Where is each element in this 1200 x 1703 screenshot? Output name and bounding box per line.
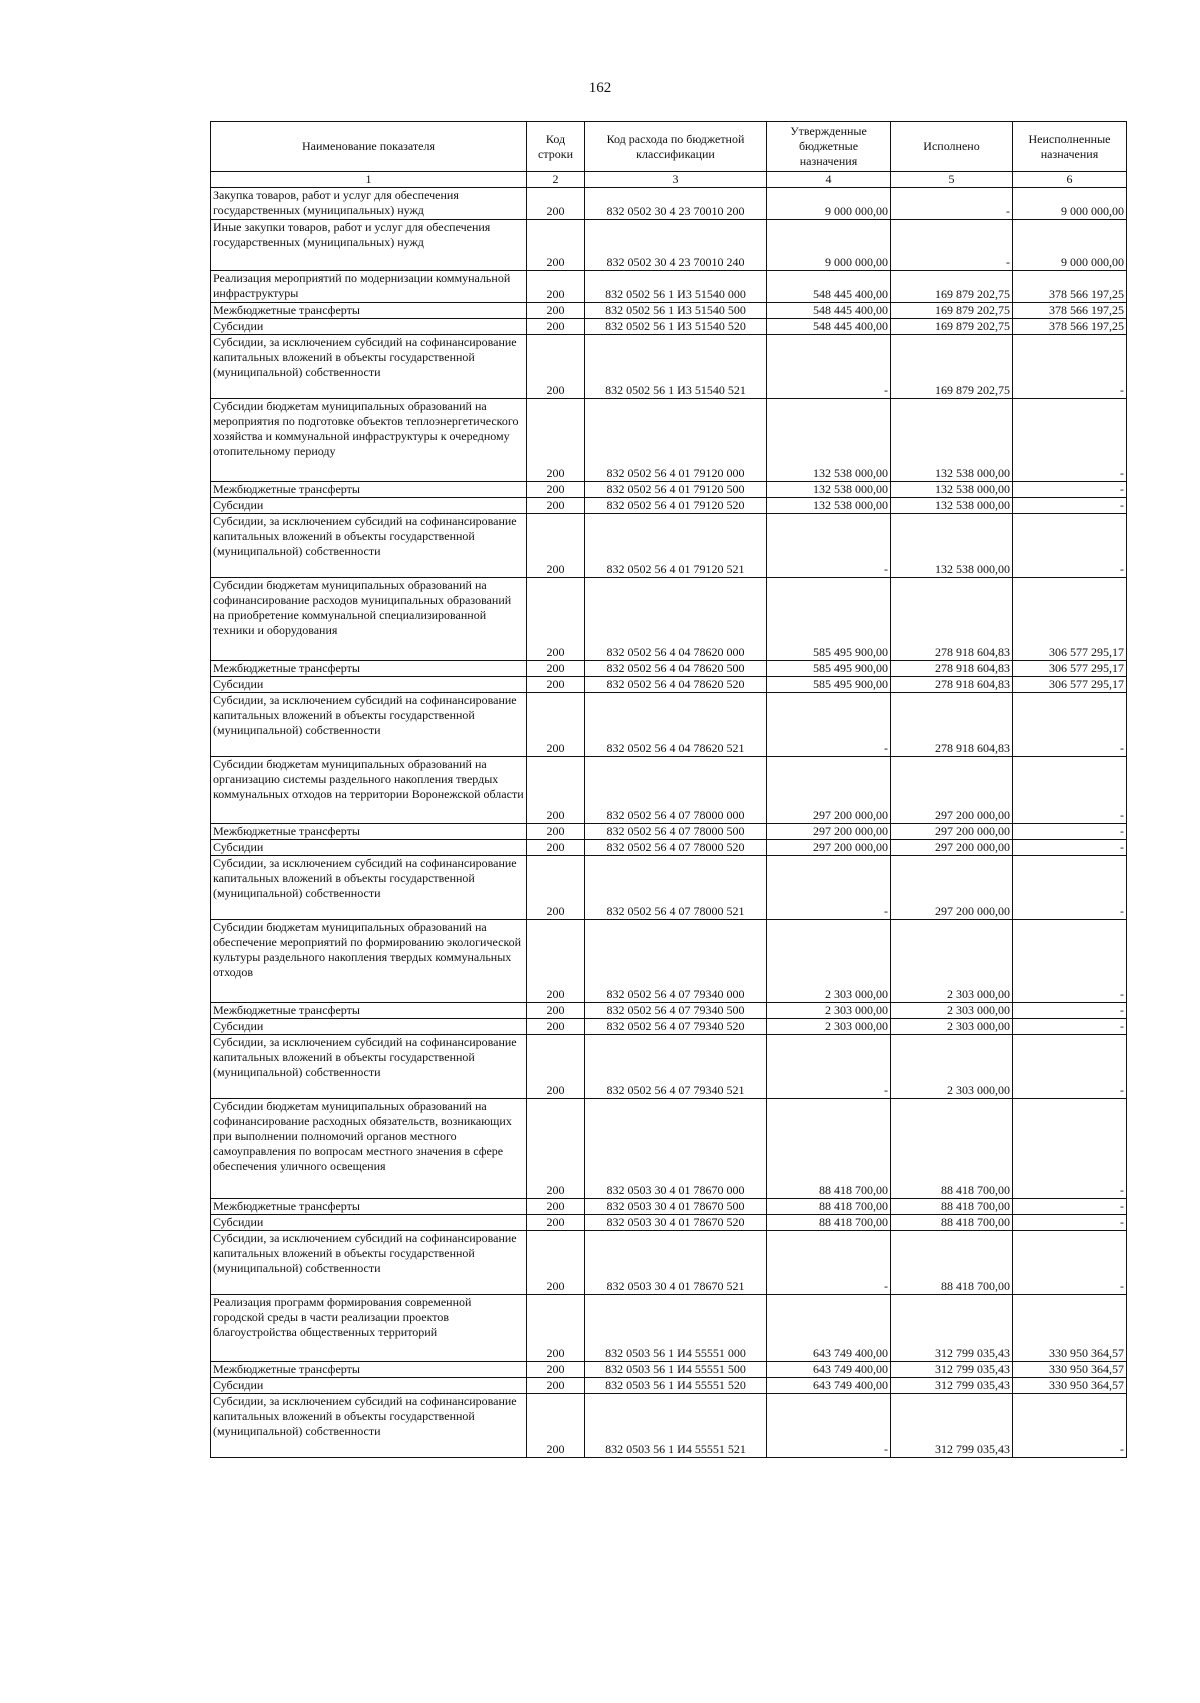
classification-code-cell: 832 0502 56 4 01 79120 500 bbox=[585, 482, 767, 498]
line-code-cell: 200 bbox=[527, 1362, 585, 1378]
line-code-cell: 200 bbox=[527, 1003, 585, 1019]
executed-amount-cell: 132 538 000,00 bbox=[891, 498, 1013, 514]
line-code-cell: 200 bbox=[527, 661, 585, 677]
table-row bbox=[211, 1231, 1127, 1295]
table-row bbox=[211, 1295, 1127, 1362]
line-code-cell: 200 bbox=[527, 303, 585, 319]
unexecuted-amount-cell: - bbox=[1013, 1003, 1127, 1019]
indicator-name-cell: Реализация мероприятий по модернизации коммунальной инфраструктуры bbox=[211, 271, 527, 303]
line-code-cell: 200 bbox=[527, 578, 585, 661]
unexecuted-amount-cell: 330 950 364,57 bbox=[1013, 1295, 1127, 1362]
indicator-name-cell: Субсидии bbox=[211, 498, 527, 514]
table-header-row bbox=[211, 122, 1127, 172]
unexecuted-amount-cell: 9 000 000,00 bbox=[1013, 188, 1127, 220]
indicator-name-cell: Межбюджетные трансферты bbox=[211, 824, 527, 840]
unexecuted-amount-cell: - bbox=[1013, 498, 1127, 514]
executed-amount-cell: 169 879 202,75 bbox=[891, 319, 1013, 335]
executed-amount-cell: 278 918 604,83 bbox=[891, 578, 1013, 661]
executed-amount-cell: 132 538 000,00 bbox=[891, 399, 1013, 482]
approved-amount-cell: 9 000 000,00 bbox=[767, 188, 891, 220]
line-code-cell: 200 bbox=[527, 1035, 585, 1099]
unexecuted-amount-cell: - bbox=[1013, 335, 1127, 399]
table-row bbox=[211, 578, 1127, 661]
unexecuted-amount-cell: - bbox=[1013, 824, 1127, 840]
unexecuted-amount-cell: 378 566 197,25 bbox=[1013, 319, 1127, 335]
line-code-cell: 200 bbox=[527, 1231, 585, 1295]
indicator-name-cell: Субсидии, за исключением субсидий на софинансирование капитальных вложений в объекты государственной (муниципальной) собственности bbox=[211, 1231, 527, 1295]
classification-code-cell: 832 0502 56 4 07 79340 520 bbox=[585, 1019, 767, 1035]
approved-amount-cell: - bbox=[767, 1035, 891, 1099]
executed-amount-cell: 312 799 035,43 bbox=[891, 1295, 1013, 1362]
approved-amount-cell: 585 495 900,00 bbox=[767, 578, 891, 661]
column-number-row bbox=[211, 172, 1127, 188]
indicator-name-cell: Субсидии бюджетам муниципальных образований на обеспечение мероприятий по формированию экологической культуры раздельного накопления твердых коммунальных отходов bbox=[211, 920, 527, 1003]
unexecuted-amount-cell: - bbox=[1013, 693, 1127, 757]
indicator-name-cell: Межбюджетные трансферты bbox=[211, 661, 527, 677]
table-row bbox=[211, 220, 1127, 271]
approved-amount-cell: 88 418 700,00 bbox=[767, 1099, 891, 1199]
classification-code-cell: 832 0503 56 1 И4 55551 521 bbox=[585, 1394, 767, 1458]
header-unexecuted: Неисполненные назначения bbox=[1013, 122, 1127, 172]
indicator-name-cell: Межбюджетные трансферты bbox=[211, 1199, 527, 1215]
table-body bbox=[211, 188, 1127, 1458]
executed-amount-cell: 312 799 035,43 bbox=[891, 1378, 1013, 1394]
indicator-name-cell: Межбюджетные трансферты bbox=[211, 1003, 527, 1019]
executed-amount-cell: 132 538 000,00 bbox=[891, 482, 1013, 498]
table-row bbox=[211, 1099, 1127, 1199]
unexecuted-amount-cell: 330 950 364,57 bbox=[1013, 1362, 1127, 1378]
line-code-cell: 200 bbox=[527, 757, 585, 824]
approved-amount-cell: 585 495 900,00 bbox=[767, 677, 891, 693]
executed-amount-cell: 312 799 035,43 bbox=[891, 1362, 1013, 1378]
header-line-code: Код строки bbox=[527, 122, 585, 172]
executed-amount-cell: 88 418 700,00 bbox=[891, 1231, 1013, 1295]
approved-amount-cell: 88 418 700,00 bbox=[767, 1215, 891, 1231]
indicator-name-cell: Субсидии бюджетам муниципальных образований на софинансирование расходов муниципальных образований на приобретение коммунальной специализированной техники и оборудования bbox=[211, 578, 527, 661]
line-code-cell: 200 bbox=[527, 1215, 585, 1231]
indicator-name-cell: Межбюджетные трансферты bbox=[211, 1362, 527, 1378]
table-row bbox=[211, 303, 1127, 319]
classification-code-cell: 832 0502 30 4 23 70010 200 bbox=[585, 188, 767, 220]
approved-amount-cell: 2 303 000,00 bbox=[767, 1003, 891, 1019]
approved-amount-cell: - bbox=[767, 1231, 891, 1295]
classification-code-cell: 832 0502 56 4 01 79120 520 bbox=[585, 498, 767, 514]
line-code-cell: 200 bbox=[527, 1378, 585, 1394]
classification-code-cell: 832 0503 56 1 И4 55551 000 bbox=[585, 1295, 767, 1362]
approved-amount-cell: 132 538 000,00 bbox=[767, 498, 891, 514]
executed-amount-cell: 278 918 604,83 bbox=[891, 693, 1013, 757]
table-row bbox=[211, 319, 1127, 335]
line-code-cell: 200 bbox=[527, 856, 585, 920]
column-number: 6 bbox=[1013, 172, 1127, 188]
approved-amount-cell: 643 749 400,00 bbox=[767, 1295, 891, 1362]
indicator-name-cell: Субсидии, за исключением субсидий на софинансирование капитальных вложений в объекты государственной (муниципальной) собственности bbox=[211, 1394, 527, 1458]
executed-amount-cell: 169 879 202,75 bbox=[891, 303, 1013, 319]
indicator-name-cell: Субсидии, за исключением субсидий на софинансирование капитальных вложений в объекты государственной (муниципальной) собственности bbox=[211, 335, 527, 399]
approved-amount-cell: 2 303 000,00 bbox=[767, 1019, 891, 1035]
line-code-cell: 200 bbox=[527, 220, 585, 271]
indicator-name-cell: Реализация программ формирования современной городской среды в части реализации проектов благоустройства общественных территорий bbox=[211, 1295, 527, 1362]
line-code-cell: 200 bbox=[527, 693, 585, 757]
unexecuted-amount-cell: - bbox=[1013, 1231, 1127, 1295]
unexecuted-amount-cell: 378 566 197,25 bbox=[1013, 271, 1127, 303]
table-row bbox=[211, 1019, 1127, 1035]
classification-code-cell: 832 0502 56 1 И3 51540 500 bbox=[585, 303, 767, 319]
table-row bbox=[211, 514, 1127, 578]
unexecuted-amount-cell: - bbox=[1013, 399, 1127, 482]
classification-code-cell: 832 0502 56 4 07 79340 521 bbox=[585, 1035, 767, 1099]
executed-amount-cell: 169 879 202,75 bbox=[891, 271, 1013, 303]
column-number: 3 bbox=[585, 172, 767, 188]
table-row bbox=[211, 920, 1127, 1003]
table-row bbox=[211, 498, 1127, 514]
column-number: 2 bbox=[527, 172, 585, 188]
approved-amount-cell: 9 000 000,00 bbox=[767, 220, 891, 271]
page-number: 162 bbox=[588, 80, 612, 96]
line-code-cell: 200 bbox=[527, 188, 585, 220]
table-row bbox=[211, 1035, 1127, 1099]
line-code-cell: 200 bbox=[527, 1394, 585, 1458]
classification-code-cell: 832 0502 30 4 23 70010 240 bbox=[585, 220, 767, 271]
table-row bbox=[211, 1199, 1127, 1215]
unexecuted-amount-cell: - bbox=[1013, 856, 1127, 920]
unexecuted-amount-cell: - bbox=[1013, 840, 1127, 856]
classification-code-cell: 832 0502 56 4 07 79340 500 bbox=[585, 1003, 767, 1019]
unexecuted-amount-cell: 306 577 295,17 bbox=[1013, 677, 1127, 693]
classification-code-cell: 832 0503 30 4 01 78670 521 bbox=[585, 1231, 767, 1295]
executed-amount-cell: - bbox=[891, 188, 1013, 220]
executed-amount-cell: 278 918 604,83 bbox=[891, 677, 1013, 693]
indicator-name-cell: Субсидии, за исключением субсидий на софинансирование капитальных вложений в объекты государственной (муниципальной) собственности bbox=[211, 856, 527, 920]
table-row bbox=[211, 1362, 1127, 1378]
header-classification-code: Код расхода по бюджетной классификации bbox=[585, 122, 767, 172]
unexecuted-amount-cell: - bbox=[1013, 920, 1127, 1003]
indicator-name-cell: Субсидии бюджетам муниципальных образований на софинансирование расходных обязательств, возникающих при выполнении полномочий органов местного самоуправления по вопросам местного значения в сфере обеспечения уличного освещения bbox=[211, 1099, 527, 1199]
line-code-cell: 200 bbox=[527, 1199, 585, 1215]
table-row bbox=[211, 840, 1127, 856]
unexecuted-amount-cell: - bbox=[1013, 514, 1127, 578]
approved-amount-cell: 132 538 000,00 bbox=[767, 399, 891, 482]
indicator-name-cell: Закупка товаров, работ и услуг для обеспечения государственных (муниципальных) нужд bbox=[211, 188, 527, 220]
indicator-name-cell: Субсидии bbox=[211, 1378, 527, 1394]
unexecuted-amount-cell: - bbox=[1013, 1215, 1127, 1231]
approved-amount-cell: 297 200 000,00 bbox=[767, 840, 891, 856]
table-row bbox=[211, 661, 1127, 677]
indicator-name-cell: Иные закупки товаров, работ и услуг для обеспечения государственных (муниципальных) нужд bbox=[211, 220, 527, 271]
table-row bbox=[211, 399, 1127, 482]
classification-code-cell: 832 0503 30 4 01 78670 000 bbox=[585, 1099, 767, 1199]
indicator-name-cell: Субсидии, за исключением субсидий на софинансирование капитальных вложений в объекты государственной (муниципальной) собственности bbox=[211, 693, 527, 757]
classification-code-cell: 832 0502 56 4 01 79120 521 bbox=[585, 514, 767, 578]
approved-amount-cell: 2 303 000,00 bbox=[767, 920, 891, 1003]
line-code-cell: 200 bbox=[527, 1295, 585, 1362]
indicator-name-cell: Субсидии бюджетам муниципальных образований на организацию системы раздельного накопления твердых коммунальных отходов на территории Воронежской области bbox=[211, 757, 527, 824]
table-row bbox=[211, 693, 1127, 757]
indicator-name-cell: Межбюджетные трансферты bbox=[211, 482, 527, 498]
header-indicator-name: Наименование показателя bbox=[211, 122, 527, 172]
indicator-name-cell: Субсидии бюджетам муниципальных образований на мероприятия по подготовке объектов теплоэнергетического хозяйства и коммунальной инфраструктуры к очередному отопительному периоду bbox=[211, 399, 527, 482]
line-code-cell: 200 bbox=[527, 840, 585, 856]
unexecuted-amount-cell: 9 000 000,00 bbox=[1013, 220, 1127, 271]
budget-execution-table bbox=[210, 121, 1127, 1458]
classification-code-cell: 832 0502 56 4 04 78620 520 bbox=[585, 677, 767, 693]
approved-amount-cell: 643 749 400,00 bbox=[767, 1378, 891, 1394]
column-number: 5 bbox=[891, 172, 1013, 188]
line-code-cell: 200 bbox=[527, 1099, 585, 1199]
table-row bbox=[211, 271, 1127, 303]
executed-amount-cell: 88 418 700,00 bbox=[891, 1199, 1013, 1215]
executed-amount-cell: - bbox=[891, 220, 1013, 271]
approved-amount-cell: 297 200 000,00 bbox=[767, 757, 891, 824]
unexecuted-amount-cell: - bbox=[1013, 1099, 1127, 1199]
approved-amount-cell: 548 445 400,00 bbox=[767, 319, 891, 335]
line-code-cell: 200 bbox=[527, 498, 585, 514]
classification-code-cell: 832 0502 56 1 И3 51540 520 bbox=[585, 319, 767, 335]
unexecuted-amount-cell: 330 950 364,57 bbox=[1013, 1378, 1127, 1394]
approved-amount-cell: 132 538 000,00 bbox=[767, 482, 891, 498]
table-row bbox=[211, 677, 1127, 693]
approved-amount-cell: 548 445 400,00 bbox=[767, 271, 891, 303]
executed-amount-cell: 2 303 000,00 bbox=[891, 1003, 1013, 1019]
classification-code-cell: 832 0502 56 4 01 79120 000 bbox=[585, 399, 767, 482]
executed-amount-cell: 2 303 000,00 bbox=[891, 1035, 1013, 1099]
unexecuted-amount-cell: - bbox=[1013, 1394, 1127, 1458]
executed-amount-cell: 88 418 700,00 bbox=[891, 1099, 1013, 1199]
indicator-name-cell: Субсидии bbox=[211, 677, 527, 693]
approved-amount-cell: 585 495 900,00 bbox=[767, 661, 891, 677]
unexecuted-amount-cell: - bbox=[1013, 1035, 1127, 1099]
line-code-cell: 200 bbox=[527, 677, 585, 693]
line-code-cell: 200 bbox=[527, 1019, 585, 1035]
line-code-cell: 200 bbox=[527, 920, 585, 1003]
unexecuted-amount-cell: - bbox=[1013, 1199, 1127, 1215]
line-code-cell: 200 bbox=[527, 319, 585, 335]
table-row bbox=[211, 824, 1127, 840]
header-approved: Утвержденные бюджетные назначения bbox=[767, 122, 891, 172]
indicator-name-cell: Субсидии bbox=[211, 1215, 527, 1231]
executed-amount-cell: 297 200 000,00 bbox=[891, 840, 1013, 856]
approved-amount-cell: - bbox=[767, 693, 891, 757]
executed-amount-cell: 297 200 000,00 bbox=[891, 824, 1013, 840]
indicator-name-cell: Субсидии bbox=[211, 319, 527, 335]
line-code-cell: 200 bbox=[527, 824, 585, 840]
table-row bbox=[211, 757, 1127, 824]
indicator-name-cell: Субсидии bbox=[211, 1019, 527, 1035]
executed-amount-cell: 132 538 000,00 bbox=[891, 514, 1013, 578]
classification-code-cell: 832 0502 56 4 07 78000 500 bbox=[585, 824, 767, 840]
approved-amount-cell: 297 200 000,00 bbox=[767, 824, 891, 840]
column-number: 1 bbox=[211, 172, 527, 188]
classification-code-cell: 832 0502 56 4 07 79340 000 bbox=[585, 920, 767, 1003]
line-code-cell: 200 bbox=[527, 514, 585, 578]
unexecuted-amount-cell: - bbox=[1013, 482, 1127, 498]
unexecuted-amount-cell: 306 577 295,17 bbox=[1013, 661, 1127, 677]
executed-amount-cell: 297 200 000,00 bbox=[891, 856, 1013, 920]
classification-code-cell: 832 0503 56 1 И4 55551 520 bbox=[585, 1378, 767, 1394]
unexecuted-amount-cell: 378 566 197,25 bbox=[1013, 303, 1127, 319]
classification-code-cell: 832 0503 30 4 01 78670 520 bbox=[585, 1215, 767, 1231]
table-row bbox=[211, 856, 1127, 920]
unexecuted-amount-cell: - bbox=[1013, 1019, 1127, 1035]
table-row bbox=[211, 1394, 1127, 1458]
classification-code-cell: 832 0502 56 4 04 78620 521 bbox=[585, 693, 767, 757]
approved-amount-cell: - bbox=[767, 856, 891, 920]
classification-code-cell: 832 0503 30 4 01 78670 500 bbox=[585, 1199, 767, 1215]
classification-code-cell: 832 0502 56 4 04 78620 000 bbox=[585, 578, 767, 661]
unexecuted-amount-cell: 306 577 295,17 bbox=[1013, 578, 1127, 661]
indicator-name-cell: Субсидии bbox=[211, 840, 527, 856]
executed-amount-cell: 297 200 000,00 bbox=[891, 757, 1013, 824]
executed-amount-cell: 312 799 035,43 bbox=[891, 1394, 1013, 1458]
classification-code-cell: 832 0502 56 1 И3 51540 521 bbox=[585, 335, 767, 399]
approved-amount-cell: 548 445 400,00 bbox=[767, 303, 891, 319]
line-code-cell: 200 bbox=[527, 335, 585, 399]
classification-code-cell: 832 0502 56 4 07 78000 000 bbox=[585, 757, 767, 824]
executed-amount-cell: 278 918 604,83 bbox=[891, 661, 1013, 677]
column-number: 4 bbox=[767, 172, 891, 188]
approved-amount-cell: 88 418 700,00 bbox=[767, 1199, 891, 1215]
indicator-name-cell: Межбюджетные трансферты bbox=[211, 303, 527, 319]
table-row bbox=[211, 1003, 1127, 1019]
table-row bbox=[211, 1378, 1127, 1394]
classification-code-cell: 832 0502 56 4 07 78000 520 bbox=[585, 840, 767, 856]
executed-amount-cell: 88 418 700,00 bbox=[891, 1215, 1013, 1231]
table-row bbox=[211, 188, 1127, 220]
approved-amount-cell: - bbox=[767, 1394, 891, 1458]
line-code-cell: 200 bbox=[527, 271, 585, 303]
approved-amount-cell: - bbox=[767, 514, 891, 578]
executed-amount-cell: 169 879 202,75 bbox=[891, 335, 1013, 399]
approved-amount-cell: - bbox=[767, 335, 891, 399]
classification-code-cell: 832 0502 56 4 04 78620 500 bbox=[585, 661, 767, 677]
approved-amount-cell: 643 749 400,00 bbox=[767, 1362, 891, 1378]
table-row bbox=[211, 335, 1127, 399]
line-code-cell: 200 bbox=[527, 399, 585, 482]
table-row bbox=[211, 482, 1127, 498]
unexecuted-amount-cell: - bbox=[1013, 757, 1127, 824]
classification-code-cell: 832 0502 56 1 И3 51540 000 bbox=[585, 271, 767, 303]
line-code-cell: 200 bbox=[527, 482, 585, 498]
classification-code-cell: 832 0502 56 4 07 78000 521 bbox=[585, 856, 767, 920]
table-row bbox=[211, 1215, 1127, 1231]
executed-amount-cell: 2 303 000,00 bbox=[891, 1019, 1013, 1035]
classification-code-cell: 832 0503 56 1 И4 55551 500 bbox=[585, 1362, 767, 1378]
header-executed: Исполнено bbox=[891, 122, 1013, 172]
indicator-name-cell: Субсидии, за исключением субсидий на софинансирование капитальных вложений в объекты государственной (муниципальной) собственности bbox=[211, 1035, 527, 1099]
indicator-name-cell: Субсидии, за исключением субсидий на софинансирование капитальных вложений в объекты государственной (муниципальной) собственности bbox=[211, 514, 527, 578]
executed-amount-cell: 2 303 000,00 bbox=[891, 920, 1013, 1003]
